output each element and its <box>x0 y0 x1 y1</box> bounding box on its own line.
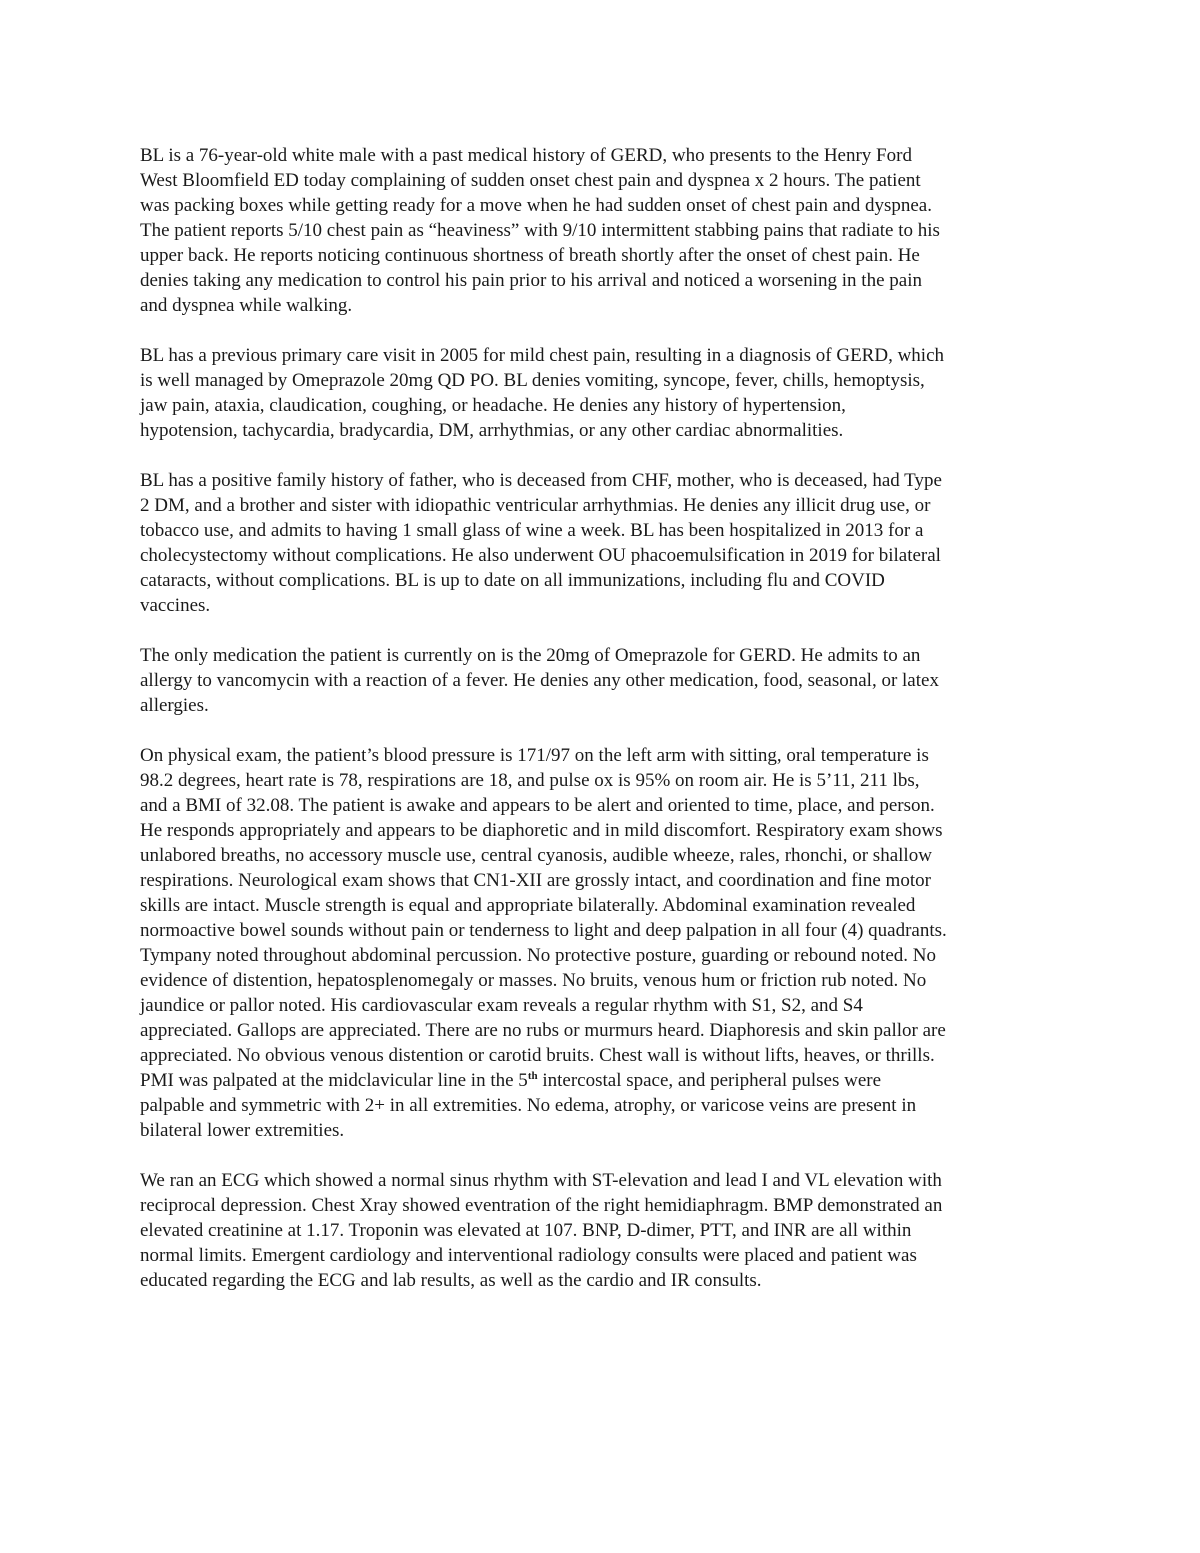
pmi-text-before: PMI was palpated at the midclavicular line in the 5 <box>140 1070 528 1091</box>
text-line: appreciated. Gallops are appreciated. There are no rubs or murmurs heard. Diaphoresis and skin pallor are <box>140 1020 946 1041</box>
document-page <box>140 143 1070 1318</box>
text-line: vaccines. <box>140 595 211 616</box>
text-line: West Bloomfield ED today complaining of sudden onset chest pain and dyspnea x 2 hours. The patient <box>140 170 921 191</box>
text-line: The patient reports 5/10 chest pain as “heaviness” with 9/10 intermittent stabbing pains that radiate to his <box>140 220 940 241</box>
paragraph-diagnostics <box>140 1168 1070 1293</box>
paragraph-family-social-history <box>140 468 1070 618</box>
text-line: BL has a positive family history of father, who is deceased from CHF, mother, who is deceased, had Type <box>140 470 942 491</box>
text-line: was packing boxes while getting ready for a move when he had sudden onset of chest pain and dyspnea. <box>140 195 932 216</box>
text-line: skills are intact. Muscle strength is equal and appropriate bilaterally. Abdominal examination revealed <box>140 895 916 916</box>
text-line: jaw pain, ataxia, claudication, coughing, or headache. He denies any history of hypertension, <box>140 395 846 416</box>
text-line: The only medication the patient is currently on is the 20mg of Omeprazole for GERD. He admits to an <box>140 645 921 666</box>
text-line: cataracts, without complications. BL is up to date on all immunizations, including flu and COVID <box>140 570 885 591</box>
paragraph-physical-exam <box>140 743 1070 1143</box>
pmi-text-line <box>140 1068 1070 1093</box>
text-line: evidence of distention, hepatosplenomegaly or masses. No bruits, venous hum or friction rub noted. No <box>140 970 927 991</box>
paragraph-presenting-complaint <box>140 143 1070 318</box>
text-line: tobacco use, and admits to having 1 small glass of wine a week. BL has been hospitalized in 2013 for a <box>140 520 924 541</box>
text-line: educated regarding the ECG and lab results, as well as the cardio and IR consults. <box>140 1270 762 1291</box>
text-line: On physical exam, the patient’s blood pressure is 171/97 on the left arm with sitting, oral temperature is <box>140 745 929 766</box>
text-line: We ran an ECG which showed a normal sinus rhythm with ST-elevation and lead I and VL elevation with <box>140 1170 942 1191</box>
text-line: BL is a 76-year-old white male with a past medical history of GERD, who presents to the Henry Ford <box>140 145 912 166</box>
text-line: 98.2 degrees, heart rate is 78, respirations are 18, and pulse ox is 95% on room air. He is 5’11, 211 lbs, <box>140 770 920 791</box>
paragraph-medications-allergies <box>140 643 1070 718</box>
text-line: normoactive bowel sounds without pain or tenderness to light and deep palpation in all four (4) quadrants. <box>140 920 947 941</box>
paragraph-medical-history <box>140 343 1070 443</box>
text-line: He responds appropriately and appears to be diaphoretic and in mild discomfort. Respiratory exam shows <box>140 820 943 841</box>
pmi-text-after: intercostal space, and peripheral pulses were <box>537 1070 882 1091</box>
ordinal-superscript: th <box>527 1070 538 1082</box>
text-line: BL has a previous primary care visit in 2005 for mild chest pain, resulting in a diagnosis of GERD, which <box>140 345 945 366</box>
text-line: Tympany noted throughout abdominal percussion. No protective posture, guarding or rebound noted. No <box>140 945 936 966</box>
text-line: cholecystectomy without complications. He also underwent OU phacoemulsification in 2019 for bilateral <box>140 545 941 566</box>
text-line: palpable and symmetric with 2+ in all extremities. No edema, atrophy, or varicose veins are present in <box>140 1095 917 1116</box>
text-line: normal limits. Emergent cardiology and interventional radiology consults were placed and patient was <box>140 1245 917 1266</box>
text-line: reciprocal depression. Chest Xray showed eventration of the right hemidiaphragm. BMP demonstrated an <box>140 1195 943 1216</box>
text-line: allergy to vancomycin with a reaction of a fever. He denies any other medication, food, seasonal, or latex <box>140 670 939 691</box>
text-line: hypotension, tachycardia, bradycardia, DM, arrhythmias, or any other cardiac abnormalities. <box>140 420 844 441</box>
text-line: and a BMI of 32.08. The patient is awake and appears to be alert and oriented to time, place, and person. <box>140 795 935 816</box>
text-line: upper back. He reports noticing continuous shortness of breath shortly after the onset of chest pain. He <box>140 245 920 266</box>
text-line: appreciated. No obvious venous distention or carotid bruits. Chest wall is without lifts, heaves, or thrills. <box>140 1045 935 1066</box>
text-line: allergies. <box>140 695 209 716</box>
text-line: bilateral lower extremities. <box>140 1120 345 1141</box>
text-line: elevated creatinine at 1.17. Troponin was elevated at 107. BNP, D-dimer, PTT, and INR are all within <box>140 1220 912 1241</box>
text-line: denies taking any medication to control his pain prior to his arrival and noticed a worsening in the pain <box>140 270 922 291</box>
text-line: is well managed by Omeprazole 20mg QD PO. BL denies vomiting, syncope, fever, chills, hemoptysis, <box>140 370 925 391</box>
text-line: 2 DM, and a brother and sister with idiopathic ventricular arrhythmias. He denies any illicit drug use, or <box>140 495 931 516</box>
text-line: and dyspnea while walking. <box>140 295 353 316</box>
text-line: respirations. Neurological exam shows that CN1-XII are grossly intact, and coordination and fine motor <box>140 870 931 891</box>
text-line: jaundice or pallor noted. His cardiovascular exam reveals a regular rhythm with S1, S2, and S4 <box>140 995 863 1016</box>
text-line: unlabored breaths, no accessory muscle use, central cyanosis, audible wheeze, rales, rhonchi, or shallow <box>140 845 932 866</box>
